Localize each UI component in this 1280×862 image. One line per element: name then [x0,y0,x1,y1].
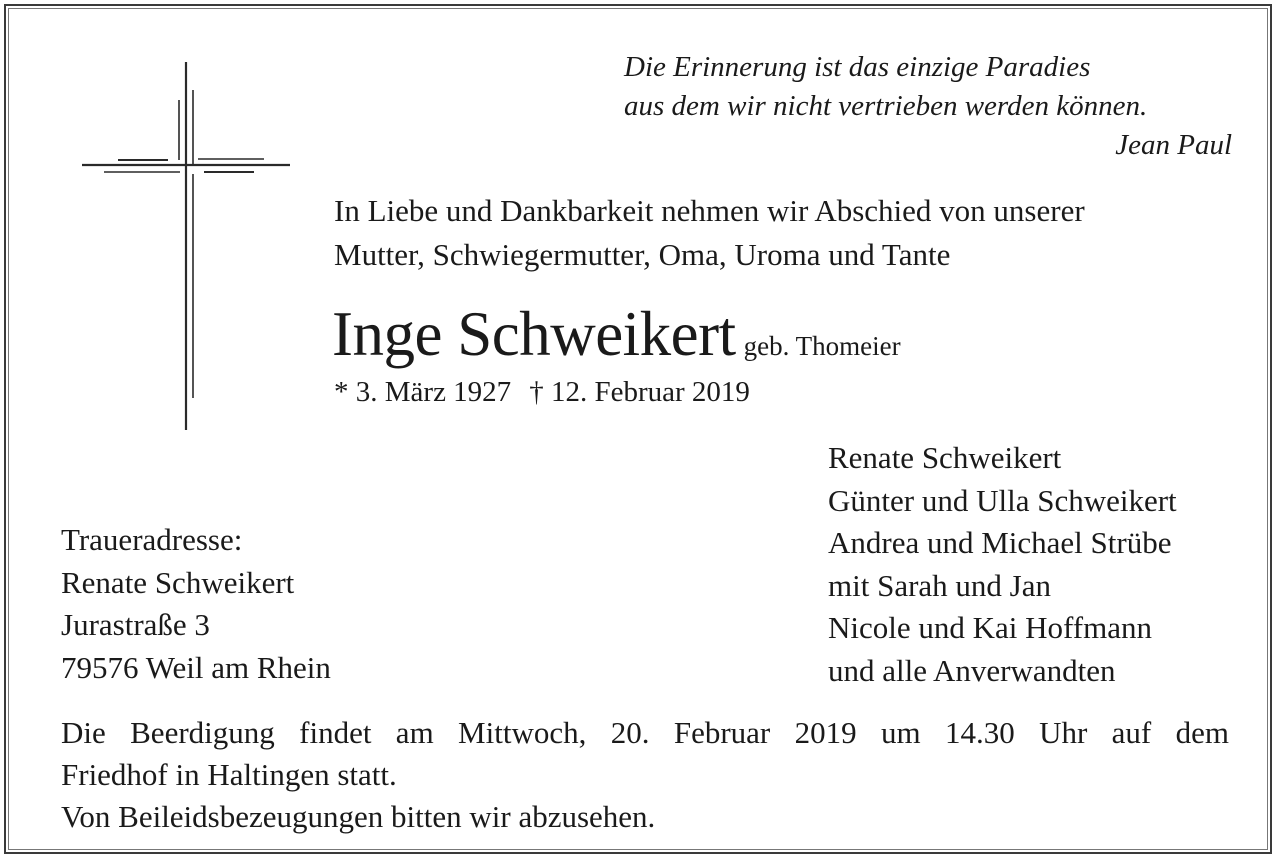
life-dates [334,376,750,409]
funeral-info [61,712,1229,838]
quote-block [624,48,1232,165]
address-name: Renate Schweikert [61,564,295,600]
address-city: 79576 Weil am Rhein [61,649,331,685]
funeral-line-2: Friedhof in Haltingen statt. [61,757,397,792]
address-street: Jurastraße 3 [61,607,210,642]
mourner-item: Günter und Ulla Schweikert [828,482,1177,518]
intro-line-2: Mutter, Schwiegermutter, Oma, Uroma und Tante [334,237,951,272]
death-date: † 12. Februar 2019 [529,376,750,408]
mourner-item: Nicole und Kai Hoffmann [828,610,1152,645]
deceased-name-line [332,298,901,371]
birth-date: * 3. März 1927 [334,376,512,408]
quote-line-2: aus dem wir nicht vertrieben werden können. [624,90,1148,122]
deceased-birth-name: geb. Thomeier [743,331,901,361]
quote-line-1: Die Erinnerung ist das einzige Paradies [624,51,1091,83]
intro-text [334,189,1085,277]
funeral-line-1: Die Beerdigung findet am Mittwoch, 20. Februar 2019 um 14.30 Uhr auf dem [61,715,1229,750]
deceased-name: Inge Schweikert [332,299,736,369]
mourners-list [828,437,1177,692]
address-label: Traueradresse: [61,522,243,557]
quote-author: Jean Paul [1115,129,1232,161]
cross-icon [82,62,290,430]
intro-line-1: In Liebe und Dankbarkeit nehmen wir Abschied von unserer [334,193,1085,228]
mourner-item: Andrea und Michael Strübe [828,525,1172,560]
obituary-notice [4,4,1272,854]
mourner-item: mit Sarah und Jan [828,567,1051,603]
mourning-address [61,519,331,689]
funeral-line-3: Von Beileidsbezeugungen bitten wir abzusehen. [61,799,656,834]
mourner-item: und alle Anverwandten [828,652,1116,688]
mourner-item: Renate Schweikert [828,440,1062,475]
